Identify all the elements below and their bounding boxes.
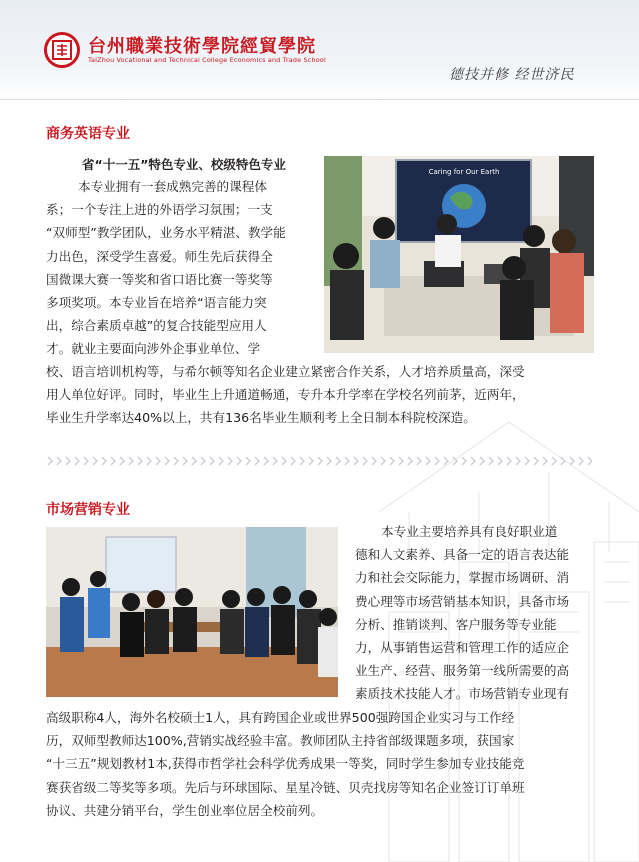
divider-chevron — [93, 457, 97, 465]
divider-chevron — [354, 457, 358, 465]
divider-chevron — [489, 457, 493, 465]
section2-paragraph-bottom — [46, 706, 594, 822]
text-line: 业生产、经营、服务第一线所需要的高 — [355, 663, 570, 679]
divider-chevron — [318, 457, 322, 465]
text-line: 协议、共建分销平台，学生创业率位居全校前列。 — [46, 802, 324, 818]
text-line: 系；一个专注上进的外语学习氛围；一支 — [46, 202, 273, 218]
divider-chevron — [147, 457, 151, 465]
text-line: 本专业拥有一套成熟完善的课程体 — [78, 179, 267, 194]
divider-chevron — [165, 457, 169, 465]
text-line: 本专业主要培养具有良好职业道 — [381, 524, 558, 539]
divider-chevron — [534, 457, 538, 465]
divider-chevron — [381, 457, 385, 465]
divider-chevron — [372, 457, 376, 465]
section1-paragraph-bottom — [46, 360, 594, 430]
divider-chevron — [273, 457, 277, 465]
text-line: 出，综合素质卓越”的复合技能型应用人 — [46, 318, 267, 334]
divider-chevron — [480, 457, 484, 465]
header-divider — [0, 99, 639, 100]
screen-caption: Caring for Our Earth — [428, 168, 500, 176]
divider-chevron — [237, 457, 241, 465]
divider-chevron — [399, 457, 403, 465]
divider-chevron — [246, 457, 250, 465]
divider-chevron — [417, 457, 421, 465]
divider-chevron — [282, 457, 286, 465]
divider-chevron — [291, 457, 295, 465]
divider-chevron — [507, 457, 511, 465]
divider-chevron — [120, 457, 124, 465]
section-subtitle: 省“十一五”特色专业、校级特色专业 — [82, 157, 286, 172]
text-line: 德和人文素养、具备一定的语言表达能 — [355, 547, 570, 563]
classroom-photo — [324, 156, 594, 353]
divider-chevron — [219, 457, 223, 465]
divider-chevron — [363, 457, 367, 465]
text-line: 力出色，深受学生喜爱。师生先后获得全 — [46, 248, 273, 264]
divider-chevron — [570, 457, 574, 465]
divider-chevron — [228, 457, 232, 465]
text-line: 力和社会交际能力，掌握市场调研、消 — [355, 570, 570, 586]
divider-chevron — [102, 457, 106, 465]
text-line: 国微课大赛一等奖和省口语比赛一等奖等 — [46, 271, 273, 287]
divider-chevron — [174, 457, 178, 465]
college-name-en: TaiZhou Vocational and Technical College Economics and Trade School — [88, 56, 326, 64]
text-line: 历，双师型教师达100%,营销实战经验丰富。教师团队主持省部级课题多项，获国家 — [46, 733, 515, 749]
divider-chevron — [192, 457, 196, 465]
divider-chevron — [327, 457, 331, 465]
divider-chevron — [264, 457, 268, 465]
divider-chevron — [66, 457, 70, 465]
divider-chevron — [498, 457, 502, 465]
college-seal-logo — [44, 32, 80, 68]
divider-chevron — [84, 457, 88, 465]
section1-paragraph-top — [46, 175, 316, 361]
divider-chevron — [57, 457, 61, 465]
text-line: 素质技术技能人才。市场营销专业现有 — [355, 686, 570, 702]
divider-chevron — [462, 457, 466, 465]
text-line: 力，从事销售运营和管理工作的适应企 — [355, 640, 570, 656]
meeting-photo — [46, 527, 338, 697]
divider-chevron — [516, 457, 520, 465]
divider-chevron — [201, 457, 205, 465]
divider-chevron — [390, 457, 394, 465]
divider-chevron — [345, 457, 349, 465]
divider-chevron — [552, 457, 556, 465]
text-line: 赛获省级二等奖等多项。先后与环球国际、星星冷链、贝壳找房等知名企业签订订单班 — [46, 779, 525, 795]
section-divider — [46, 456, 592, 466]
text-line: “双师型”教学团队，业务水平精湛、教学能 — [46, 225, 286, 241]
text-line: 多项奖项。本专业旨在培养“语言能力突 — [46, 295, 267, 311]
divider-chevron — [255, 457, 259, 465]
divider-chevron — [75, 457, 79, 465]
text-line: “十三五”规划教材1本,获得市哲学社会科学优秀成果一等奖，同时学生参加专业技能竞 — [46, 756, 525, 772]
divider-chevron — [435, 457, 439, 465]
section2-paragraph-top — [355, 520, 594, 706]
divider-chevron — [579, 457, 583, 465]
divider-chevron — [309, 457, 313, 465]
text-line: 毕业生升学率达40%以上，共有136名毕业生顺利考上全日制本科院校深造。 — [46, 410, 476, 426]
divider-chevron — [336, 457, 340, 465]
text-line: 才。就业主要面向涉外企事业单位、学 — [46, 341, 261, 357]
text-line: 高级职称4人，海外名校硕士1人，具有跨国企业或世界500强跨国企业实习与工作经 — [46, 710, 515, 725]
text-line: 用人单位好评。同时，毕业生上升通道畅通，专升本升学率在学校名列前茅，近两年， — [46, 387, 525, 403]
divider-chevron — [138, 457, 142, 465]
divider-chevron — [471, 457, 475, 465]
divider-chevron — [210, 457, 214, 465]
section-title-marketing: 市场营销专业 — [46, 502, 130, 518]
divider-chevron — [588, 457, 592, 465]
text-line: 分析、推销谈判、客户服务等专业能 — [355, 616, 557, 632]
text-line: 校、语言培训机构等，与希尔顿等知名企业建立紧密合作关系，人才培养质量高，深受 — [46, 364, 525, 379]
section-title-business-english: 商务英语专业 — [46, 126, 130, 142]
divider-chevron — [525, 457, 529, 465]
divider-chevron — [543, 457, 547, 465]
divider-chevron — [561, 457, 565, 465]
divider-chevron — [300, 457, 304, 465]
divider-chevron — [48, 457, 52, 465]
divider-chevron — [444, 457, 448, 465]
divider-chevron — [453, 457, 457, 465]
college-motto: 德技并修 经世济民 — [449, 67, 575, 83]
divider-chevron — [183, 457, 187, 465]
divider-chevron — [156, 457, 160, 465]
divider-chevron — [408, 457, 412, 465]
text-line: 费心理等市场营销基本知识，具备市场 — [355, 593, 570, 609]
divider-chevron — [426, 457, 430, 465]
divider-chevron — [129, 457, 133, 465]
college-name-cn: 台州職業技術學院經貿學院 — [88, 36, 316, 57]
divider-chevron — [111, 457, 115, 465]
